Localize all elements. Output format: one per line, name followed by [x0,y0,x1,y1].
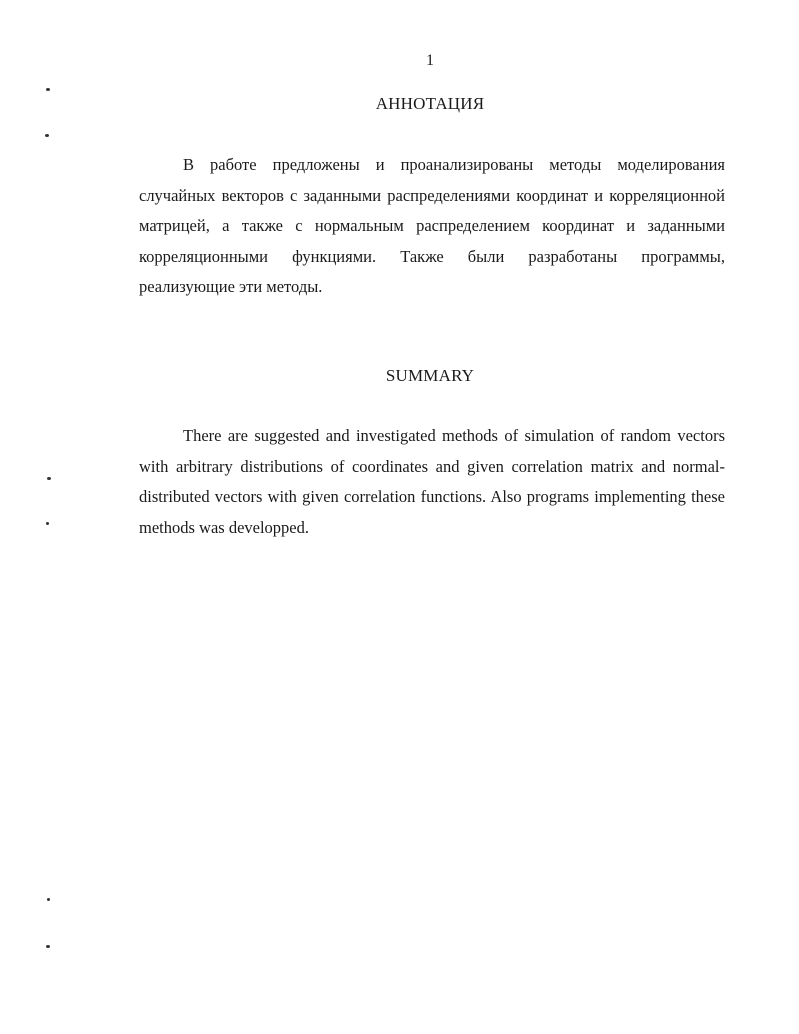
page-number: 1 [426,52,434,69]
scan-speck [46,522,49,525]
scan-speck [47,898,50,901]
summary-heading: SUMMARY [385,366,475,385]
scan-speck [46,945,50,948]
scan-speck [45,134,49,137]
scan-speck [46,88,50,91]
annotation-paragraph: В работе предложены и проанализированы методы моделирования случайных векторов с заданными распределениями координат и корреляционной матрицей, а также с нормальным распределением координат и заданными корреляционными функциями. Также были разработаны программы, реализующие эти методы. [139,155,725,296]
summary-paragraph: There are suggested and investigated methods of simulation of random vectors with arbitrary distributions of coordinates and given correlation matrix and normal-distributed vectors with given correlation functions. Also programs implementing these methods was developped. [139,426,725,537]
scan-speck [47,477,51,480]
annotation-heading: АННОТАЦИЯ [375,94,485,113]
